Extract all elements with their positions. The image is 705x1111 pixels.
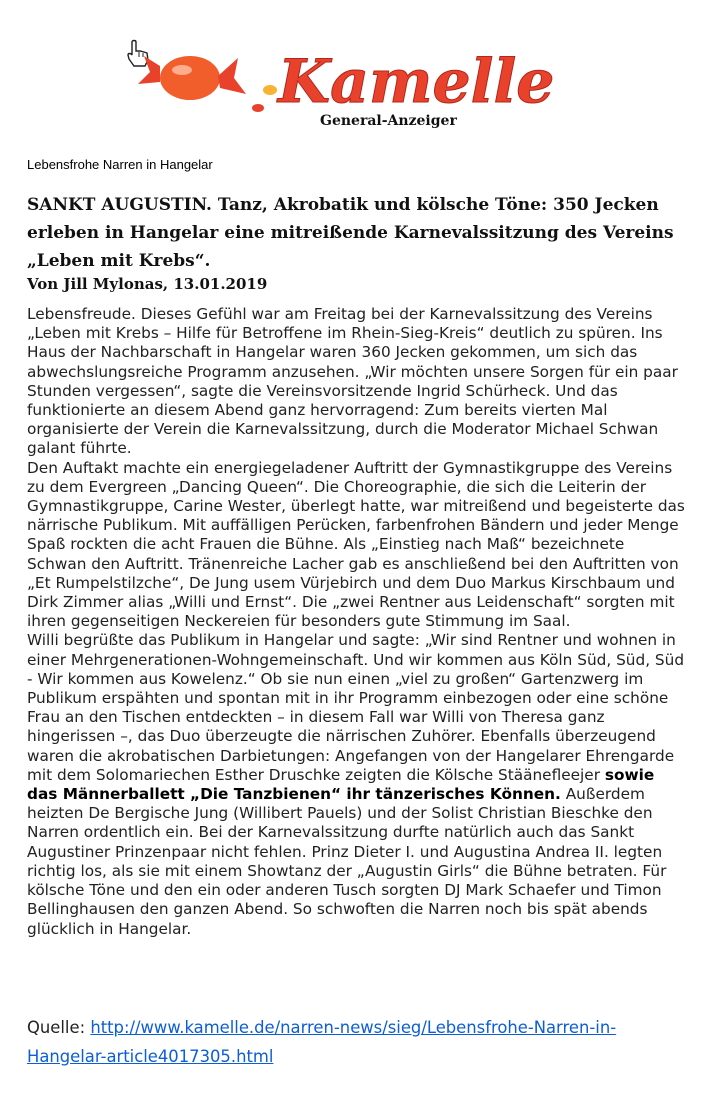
logo-sub-text: General-Anzeiger: [320, 113, 457, 129]
kamelle-logo[interactable]: [120, 22, 580, 132]
source-link[interactable]: http://www.kamelle.de/narren-news/sieg/Lebensfrohe-Narren-in-Hangelar-article4017305.html: [27, 1018, 617, 1066]
article-byline: Von Jill Mylonas, 13.01.2019: [27, 275, 268, 293]
paragraph-3-start: Willi begrüßte das Publikum in Hangelar und sagte: „Wir sind Rentner und wohnen in einer Mehrgenerationen-Wohngemeinschaft. Und wir kommen aus Köln Süd, Süd, Süd - Wir kommen aus Kowelenz.“ Ob sie nun einen „viel zu großen“ Gartenzwerg im Publikum erspähten und spontan mit in ihr Programm einbezogen oder eine schöne Frau an den Tischen entdeckten – in diesem Fall war Willi von Theresa ganz hingerissen –, das Duo überzeugte die närrischen Zuhörer. Ebenfalls überzeugend waren die akrobatischen Darbietungen: Angefangen von der Hangelarer Ehrengarde mit dem Solomariechen Esther Druschke zeigten die Kölsche Stäänefleejer: [27, 631, 685, 784]
paragraph-2: Den Auftakt machte ein energiegeladener Auftritt der Gymnastikgruppe des Vereins zu dem Evergreen „Dancing Queen“. Die Choreographie, die sich die Leiterin der Gymnastikgruppe, Carine Wester, überlegt hatte, war mitreißend und begeisterte das närrische Publikum. Mit auffälligen Perücken, farbenfrohen Bändern und jeder Menge Spaß rockten die acht Frauen die Bühne. Als „Einstieg nach Maß“ bezeichnete Schwan den Auftritt. Tränenreiche Lacher gab es anschließend bei den Auftritten von „Et Rumpelstilzche“, De Jung usem Vürjebirch und dem Duo Markus Kirschbaum und Dirk Zimmer alias „Willi und Ernst“. Die „zwei Rentner aus Leidenschaft“ sorgten mit ihren gegenseitigen Neckereien für besonders gute Stimmung im Saal.: [27, 458, 685, 631]
logo-graphic: [120, 22, 580, 132]
article-kicker: Lebensfrohe Narren in Hangelar: [27, 157, 213, 172]
article-headline: SANKT AUGUSTIN. Tanz, Akrobatik und kölsche Töne: 350 Jecken erleben in Hangelar eine mitreißende Karnevalssitzung des Vereins „Leben mit Krebs“.: [27, 195, 674, 271]
paragraph-1: Lebensfreude. Dieses Gefühl war am Freitag bei der Karnevalssitzung des Vereins „Leben mit Krebs – Hilfe für Betroffene im Rhein-Sieg-Kreis“ deutlich zu spüren. Ins Haus der Nachbarschaft in Hangelar waren 360 Jecken gekommen, um sich das abwechslungsreiche Programm anzusehen. „Wir möchten unsere Sorgen für ein paar Stunden vergessen“, sagte die Vereinsvorsitzende Ingrid Schürheck. Und das funktionierte an diesem Abend ganz hervorragend: Zum bereits vierten Mal organisierte der Verein die Karnevalssitzung, durch die Moderator Michael Schwan galant führte.: [27, 305, 678, 458]
paragraph-3: [27, 631, 687, 938]
paragraph-3-end: Außerdem heizten De Bergische Jung (Willibert Pauels) und der Solist Christian Bieschke den Narren ordentlich ein. Bei der Karnevalssitzung durfte natürlich auch das Sankt Augustiner Prinzenpaar nicht fehlen. Prinz Dieter I. und Augustina Andrea II. legten richtig los, als sie mit einem Showtanz der „Augustin Girls“ die Bühne betraten. Für kölsche Töne und den ein oder anderen Tusch sorgten DJ Mark Schaefer und Timon Bellinghausen den ganzen Abend. So schwoften die Narren noch bis spät abends glücklich in Hangelar.: [27, 785, 667, 938]
candy-icon: [138, 56, 277, 112]
logo-brand-text: Kamelle: [278, 47, 555, 117]
article-body: [27, 305, 687, 939]
source-line: [27, 1013, 687, 1071]
paragraph-3-bold: sowie das Männerballett „Die Tanzbienen“ ihr tänzerisches Können.: [27, 765, 655, 804]
hand-cursor-icon: [128, 41, 148, 67]
source-label: Quelle:: [27, 1018, 91, 1037]
